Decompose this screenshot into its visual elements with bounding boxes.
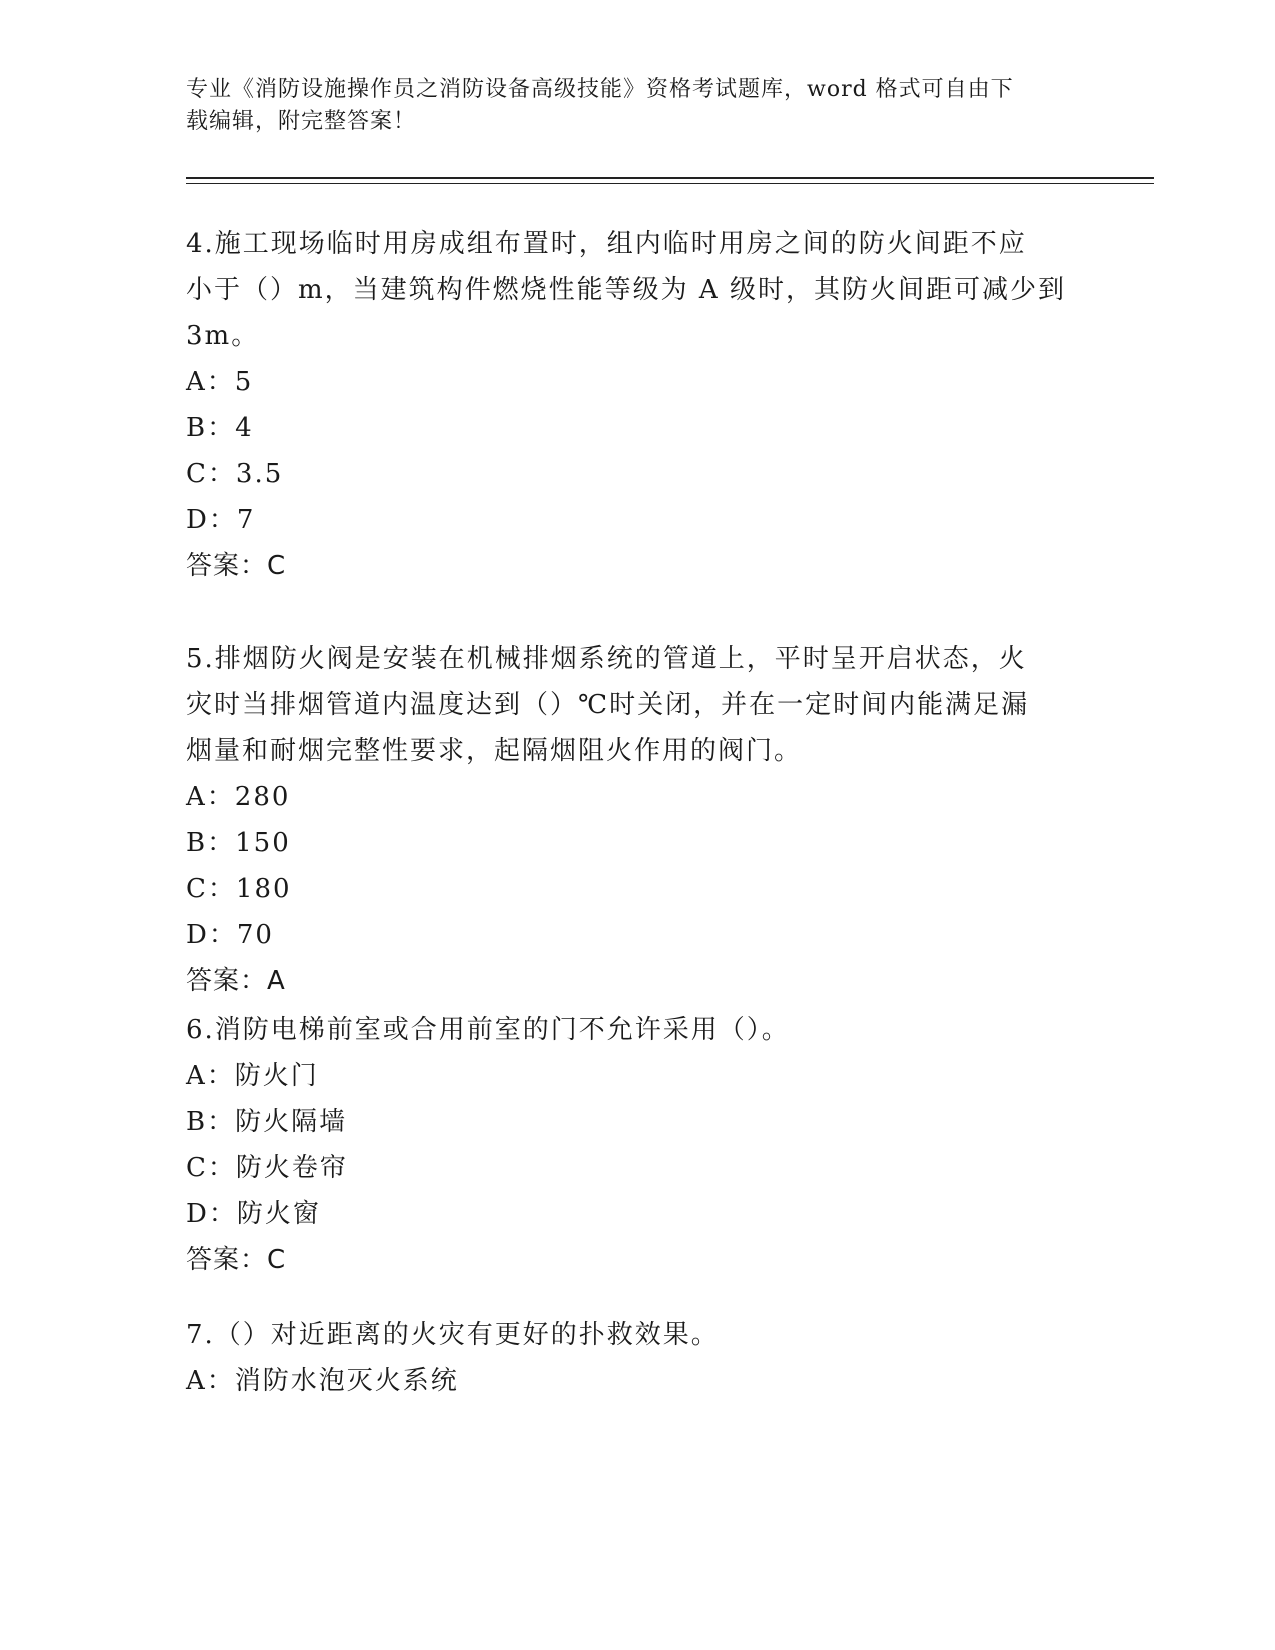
option-text: 180 (235, 874, 292, 904)
question-stem-line: 烟量和耐烟完整性要求，起隔烟阻火作用的阀门。 (186, 736, 803, 766)
header-line-2: 载编辑，附完整答案！ (186, 109, 417, 134)
option-b (186, 405, 1076, 451)
header-divider-thin (186, 183, 1154, 184)
option-d (186, 912, 1076, 958)
option-b (186, 820, 1076, 866)
option-key: A： (186, 1366, 235, 1396)
option-key: C： (186, 874, 236, 904)
question-4 (186, 221, 1076, 589)
question-stem-line: 灾时当排烟管道内温度达到（）℃时关闭，并在一定时间内能满足漏 (186, 690, 1030, 720)
option-a (186, 359, 1076, 405)
option-a (186, 774, 1076, 820)
option-a (186, 1358, 1076, 1404)
option-text: 防火窗 (236, 1199, 321, 1229)
option-a (186, 1053, 1076, 1099)
option-key: C： (186, 459, 236, 489)
header-divider-thick (186, 177, 1154, 179)
option-text: 5 (234, 367, 254, 397)
option-b (186, 1099, 1076, 1145)
answer-line: 答案：C (186, 551, 287, 581)
option-text: 4 (235, 413, 254, 443)
option-key: D： (186, 505, 237, 535)
question-stem-line: 6.消防电梯前室或合用前室的门不允许采用（）。 (186, 1015, 790, 1045)
option-d (186, 497, 1076, 543)
option-key: D： (186, 920, 237, 950)
option-text: 防火隔墙 (235, 1107, 348, 1137)
answer-line: 答案：C (186, 1245, 287, 1275)
question-stem-line: 小于（）m，当建筑构件燃烧性能等级为 A 级时，其防火间距可减少到 (186, 275, 1066, 305)
option-text: 防火卷帘 (235, 1153, 348, 1183)
option-key: B： (186, 828, 236, 858)
option-text: 280 (234, 782, 291, 812)
option-key: B： (186, 1107, 236, 1137)
option-c (186, 451, 1076, 497)
option-key: A： (186, 367, 235, 397)
answer-line: 答案：A (186, 966, 286, 996)
option-text: 150 (235, 828, 291, 858)
option-text: 3.5 (235, 459, 284, 489)
option-d (186, 1191, 1076, 1237)
option-c (186, 1145, 1076, 1191)
question-stem-line: 7.（）对近距离的火灾有更好的扑救效果。 (186, 1320, 719, 1350)
header-line-1: 专业《消防设施操作员之消防设备高级技能》资格考试题库，word 格式可自由下 (186, 77, 1014, 102)
question-5 (186, 636, 1076, 1004)
option-text: 7 (236, 505, 256, 535)
option-key: D： (186, 1199, 237, 1229)
question-stem-line: 3m。 (186, 321, 260, 351)
option-text: 消防水泡灭火系统 (234, 1366, 459, 1396)
option-text: 防火门 (234, 1061, 319, 1091)
option-key: A： (186, 1061, 235, 1091)
question-stem-line: 5.排烟防火阀是安装在机械排烟系统的管道上，平时呈开启状态，火 (186, 644, 1027, 674)
option-key: C： (186, 1153, 236, 1183)
question-6 (186, 1007, 1076, 1283)
option-key: B： (186, 413, 236, 443)
document-header (186, 74, 1086, 138)
option-text: 70 (236, 920, 274, 950)
question-stem-line: 4.施工现场临时用房成组布置时，组内临时用房之间的防火间距不应 (186, 229, 1027, 259)
option-key: A： (186, 782, 235, 812)
option-c (186, 866, 1076, 912)
question-7 (186, 1312, 1076, 1404)
